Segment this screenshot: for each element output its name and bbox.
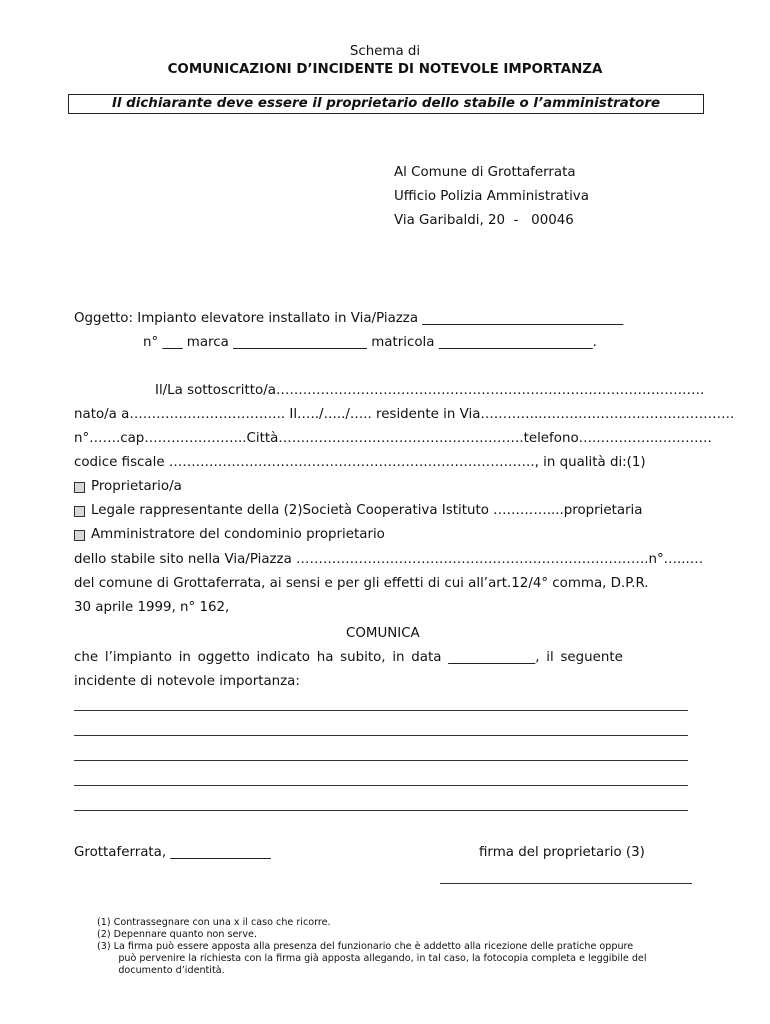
signature-label: firma del proprietario (3): [479, 845, 645, 860]
place-date-field: Grottaferrata, _______________: [74, 845, 271, 860]
description-line[interactable]: [74, 710, 688, 711]
recipient-line-3: Via Garibaldi, 20 - 00046: [394, 213, 574, 228]
building-address-line: dello stabile sito nella Via/Piazza …………………………………………………………………….n°…...…: [74, 552, 704, 567]
incident-date-line: che l’impianto in oggetto indicato ha subito, in data _____________, il seguente: [74, 650, 623, 665]
birth-residence-line: nato/a a…………………………….. Il…../…../….. residente in Via…………..…………………………………….: [74, 407, 735, 422]
condominium-administrator-checkbox[interactable]: [74, 530, 85, 541]
footnote-3: (3) La firma può essere apposta alla presenza del funzionario che è addetto alla ricezione delle pratiche oppure: [97, 941, 634, 952]
legal-reference-date-line: 30 aprile 1999, n° 162,: [74, 600, 230, 615]
form-schema-label: Schema di: [349, 44, 421, 59]
description-line[interactable]: [74, 735, 688, 736]
declarant-notice-banner: Il dichiarante deve essere il proprietario dello stabile o l’amministratore: [68, 94, 704, 114]
legal-representative-checkbox[interactable]: [74, 506, 85, 517]
description-line[interactable]: [74, 810, 688, 811]
footnote-2: (2) Depennare quanto non serve.: [97, 929, 258, 940]
legal-representative-option-label: Legale rappresentante della (2)Società Cooperativa Istituto …………....proprietaria: [91, 503, 643, 518]
recipient-line-1: Al Comune di Grottaferrata: [394, 165, 576, 180]
subject-line-2: n° ___ marca ____________________ matricola _______________________.: [143, 335, 597, 350]
condominium-administrator-option-label: Amministratore del condominio proprietario: [91, 527, 385, 542]
owner-option-label: Proprietario/a: [91, 479, 182, 494]
footnote-3-continued: può pervenire la richiesta con la firma già apposta allegando, in tal caso, la fotocopia completa e leggibile del: [97, 953, 647, 964]
declarant-name-line: Il/La sottoscritto/a……………………………………………………………………………………: [155, 383, 705, 398]
recipient-line-2: Ufficio Polizia Amministrativa: [394, 189, 589, 204]
tax-code-line: codice fiscale ………………………………………………………………………., in qualità di:(1): [74, 455, 646, 470]
owner-checkbox[interactable]: [74, 482, 85, 493]
legal-reference-line: del comune di Grottaferrata, ai sensi e per gli effetti di cui all’art.12/4° comma, D.P.R.: [74, 576, 649, 591]
form-title: COMUNICAZIONI D’INCIDENTE DI NOTEVOLE IMPORTANZA: [167, 62, 603, 77]
description-line[interactable]: [74, 785, 688, 786]
address-phone-line: n°…….cap…………………..Città……………………………………………….telefono….…………..…………: [74, 431, 712, 446]
comunica-heading: COMUNICA: [346, 626, 420, 641]
signature-line[interactable]: [440, 883, 692, 884]
footnote-1: (1) Contrassegnare con una x il caso che ricorre.: [97, 917, 331, 928]
footnote-3-end: documento d’identità.: [97, 965, 225, 976]
subject-line-1: Oggetto: Impianto elevatore installato in Via/Piazza ______________________________: [74, 311, 624, 326]
incident-description-label: incidente di notevole importanza:: [74, 674, 300, 689]
description-line[interactable]: [74, 760, 688, 761]
